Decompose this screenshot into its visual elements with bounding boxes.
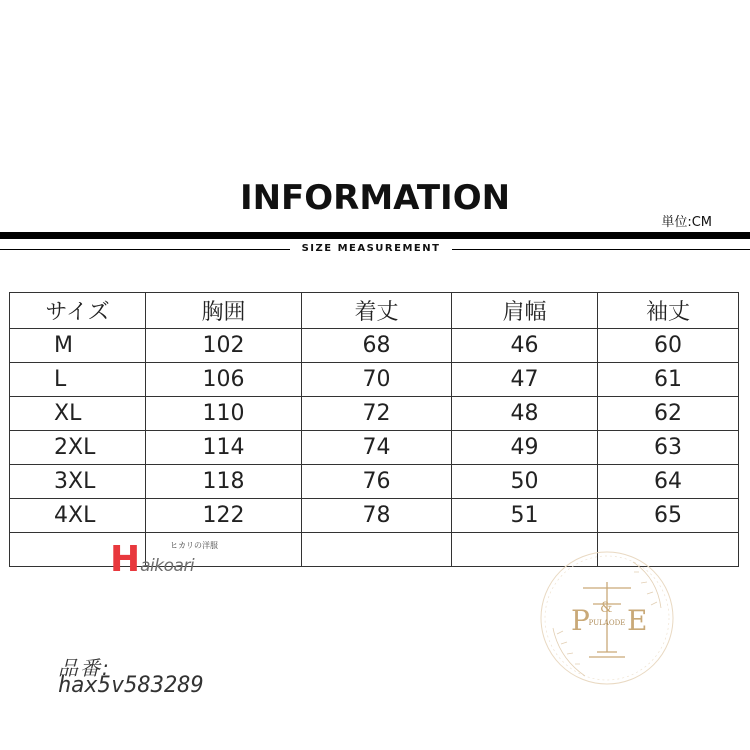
watermark-letter: H xyxy=(110,539,141,580)
thick-divider xyxy=(0,232,750,239)
cell-length: 76 xyxy=(302,465,452,499)
table-row xyxy=(10,329,739,363)
cell-shoulder: 46 xyxy=(452,329,598,363)
header-cell-sleeve: 袖丈 xyxy=(598,293,739,329)
cell-length: 70 xyxy=(302,363,452,397)
cell-shoulder: 47 xyxy=(452,363,598,397)
page-title: INFORMATION xyxy=(239,178,511,218)
header-cell-length: 着丈 xyxy=(302,293,452,329)
cell-chest: 122 xyxy=(146,499,302,533)
cell-size: 3XL xyxy=(10,465,146,499)
cell-shoulder: 51 xyxy=(452,499,598,533)
logo-ampersand: & xyxy=(600,600,613,616)
cell-sleeve: 60 xyxy=(598,329,739,363)
header-cell-chest: 胸囲 xyxy=(146,293,302,329)
size-table xyxy=(9,292,739,567)
table-row xyxy=(10,431,739,465)
header-cell-size: サイズ xyxy=(10,293,146,329)
table-row xyxy=(10,363,739,397)
divider-left xyxy=(0,249,290,250)
table-row xyxy=(10,465,739,499)
cell-shoulder: 49 xyxy=(452,431,598,465)
divider-right xyxy=(452,249,750,250)
cell-size: L xyxy=(10,363,146,397)
cell-size: 2XL xyxy=(10,431,146,465)
section-subtitle: SIZE MEASUREMENT xyxy=(301,243,441,254)
cell-sleeve: 64 xyxy=(598,465,739,499)
cell-chest: 118 xyxy=(146,465,302,499)
product-number: hax5v583289 xyxy=(58,673,204,698)
shop-watermark xyxy=(110,539,218,580)
table-row xyxy=(10,397,739,431)
cell-size: 4XL xyxy=(10,499,146,533)
cell-length: 78 xyxy=(302,499,452,533)
cell-chest: 102 xyxy=(146,329,302,363)
cell-sleeve: 63 xyxy=(598,431,739,465)
cell-size: XL xyxy=(10,397,146,431)
cell-sleeve: 61 xyxy=(598,363,739,397)
cell-length: 72 xyxy=(302,397,452,431)
cell-chest: 110 xyxy=(146,397,302,431)
cell-sleeve: 65 xyxy=(598,499,739,533)
cell-shoulder: 50 xyxy=(452,465,598,499)
cell-sleeve: 62 xyxy=(598,397,739,431)
logo-letter-p: P xyxy=(571,604,590,637)
cell-length: 74 xyxy=(302,431,452,465)
cell-shoulder: 48 xyxy=(452,397,598,431)
product-number-label: 品番: xyxy=(58,656,111,680)
header-cell-shoulder: 肩幅 xyxy=(452,293,598,329)
cell-length: 68 xyxy=(302,329,452,363)
logo-brand: PULAODE xyxy=(588,619,626,627)
watermark-text: aikoari xyxy=(140,556,195,576)
brand-logo xyxy=(537,548,677,688)
table-header-row xyxy=(10,293,739,329)
cell-length xyxy=(302,533,452,567)
cell-chest: 114 xyxy=(146,431,302,465)
watermark-small-text: ヒカリの洋服 xyxy=(170,541,218,550)
cell-size: M xyxy=(10,329,146,363)
logo-letter-e: E xyxy=(627,604,648,637)
table-row xyxy=(10,499,739,533)
cell-chest: 106 xyxy=(146,363,302,397)
unit-label: 単位:CM xyxy=(661,215,712,230)
